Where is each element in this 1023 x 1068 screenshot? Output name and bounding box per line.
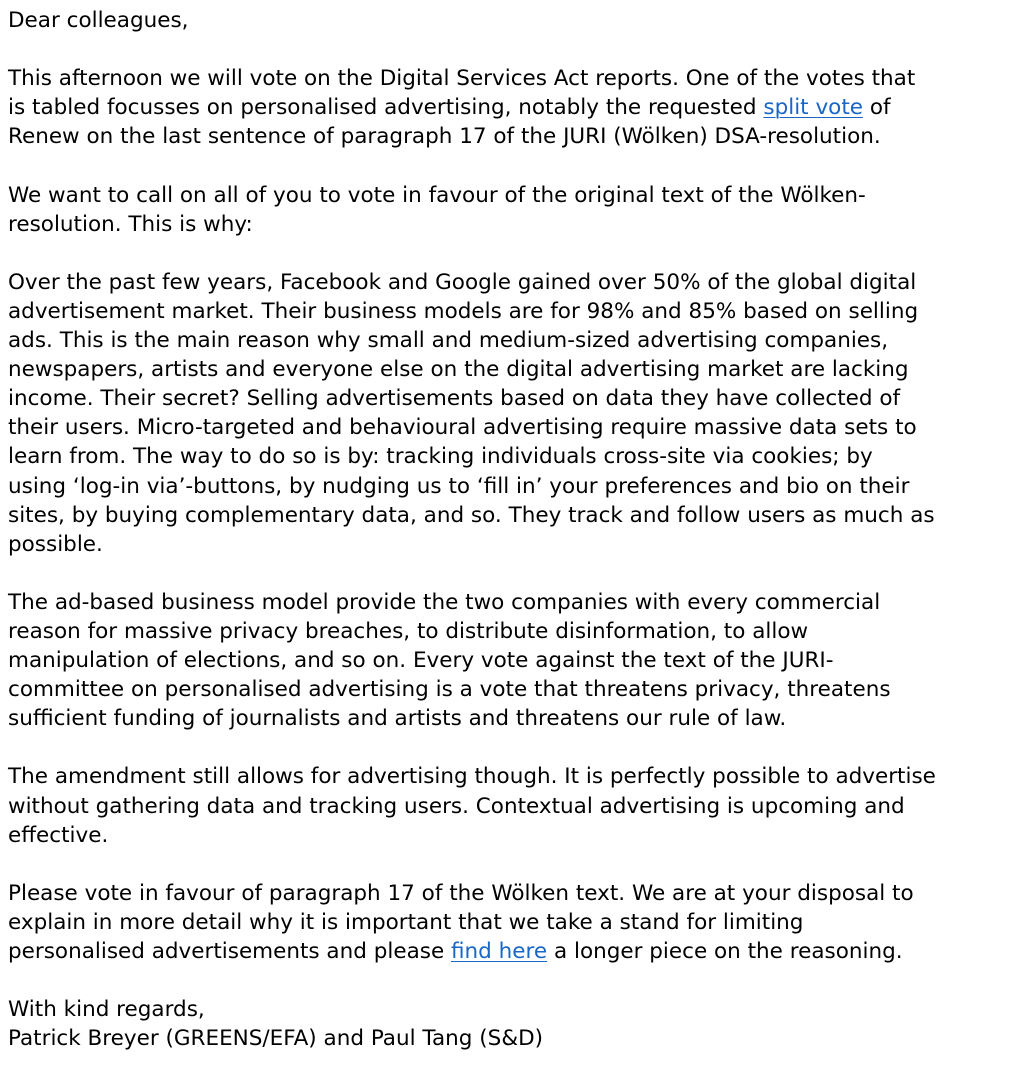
text-line: using ‘log-in via’-buttons, by nudging us to ‘fill in’ your preferences and bio on their (8, 473, 910, 499)
text-line: We want to call on all of you to vote in favour of the original text of the Wölken- (8, 182, 866, 208)
text-line (8, 937, 1008, 966)
text-segment: a longer piece on the reasoning. (547, 939, 903, 964)
text-segment: personalised advertisements and please (8, 939, 452, 964)
text-line: advertisement market. Their business models are for 98% and 85% based on selling (8, 298, 919, 324)
text-line (8, 93, 1008, 122)
text-line: sites, by buying complementary data, and so. They track and follow users as much as (8, 502, 935, 528)
paragraph-business-model (8, 588, 1008, 733)
closing-text: With kind regards, (8, 997, 205, 1023)
text-line: Over the past few years, Facebook and Google gained over 50% of the global digital (8, 269, 917, 295)
text-line: committee on personalised advertising is a vote that threatens privacy, threatens (8, 677, 891, 703)
text-line: sufficient funding of journalists and artists and threatens our rule of law. (8, 706, 787, 732)
text-line: The amendment still allows for advertising though. It is perfectly possible to advertise (8, 764, 936, 790)
text-line: reason for massive privacy breaches, to distribute disinformation, to allow (8, 618, 809, 644)
text-line: without gathering data and tracking users. Contextual advertising is upcoming and (8, 793, 905, 819)
greeting (8, 6, 1008, 35)
paragraph-vote-intro (8, 64, 1008, 151)
text-line: The ad-based business model provide the two companies with every commercial (8, 589, 881, 615)
text-line: learn from. The way to do so is by: tracking individuals cross-site via cookies; by (8, 444, 873, 470)
paragraph-amendment (8, 762, 1008, 849)
text-line: manipulation of elections, and so on. Every vote against the text of the JURI- (8, 648, 834, 674)
text-line: effective. (8, 822, 109, 848)
text-segment: is tabled focusses on personalised advertising, notably the requested (8, 95, 764, 121)
text-segment: of (863, 95, 891, 121)
text-line: Renew on the last sentence of paragraph 17 of the JURI (Wölken) DSA-resolution. (8, 124, 881, 150)
text-line: possible. (8, 531, 103, 557)
paragraph-call-to-vote (8, 181, 1008, 239)
text-line: income. Their secret? Selling advertisements based on data they have collected of (8, 386, 901, 412)
signature: Patrick Breyer (GREENS/EFA) and Paul Tang (S&D) (8, 1026, 544, 1052)
greeting-text: Dear colleagues, (8, 8, 189, 33)
text-line: ads. This is the main reason why small and medium-sized advertising companies, (8, 328, 889, 354)
paragraph-request (8, 879, 1008, 966)
text-line: explain in more detail why it is important that we take a stand for limiting (8, 909, 804, 935)
sign-off (8, 995, 1008, 1053)
paragraph-market-background (8, 268, 1008, 559)
text-line: resolution. This is why: (8, 211, 253, 237)
text-line: their users. Micro-targeted and behavioural advertising require massive data sets to (8, 415, 917, 441)
text-line: This afternoon we will vote on the Digital Services Act reports. One of the votes that (8, 66, 916, 92)
text-line: newspapers, artists and everyone else on the digital advertising market are lacking (8, 357, 909, 383)
email-body (8, 6, 1008, 1053)
text-line: Please vote in favour of paragraph 17 of the Wölken text. We are at your disposal to (8, 880, 914, 906)
split-vote-link[interactable]: split vote (763, 95, 863, 121)
find-here-link[interactable]: find here (451, 939, 548, 964)
